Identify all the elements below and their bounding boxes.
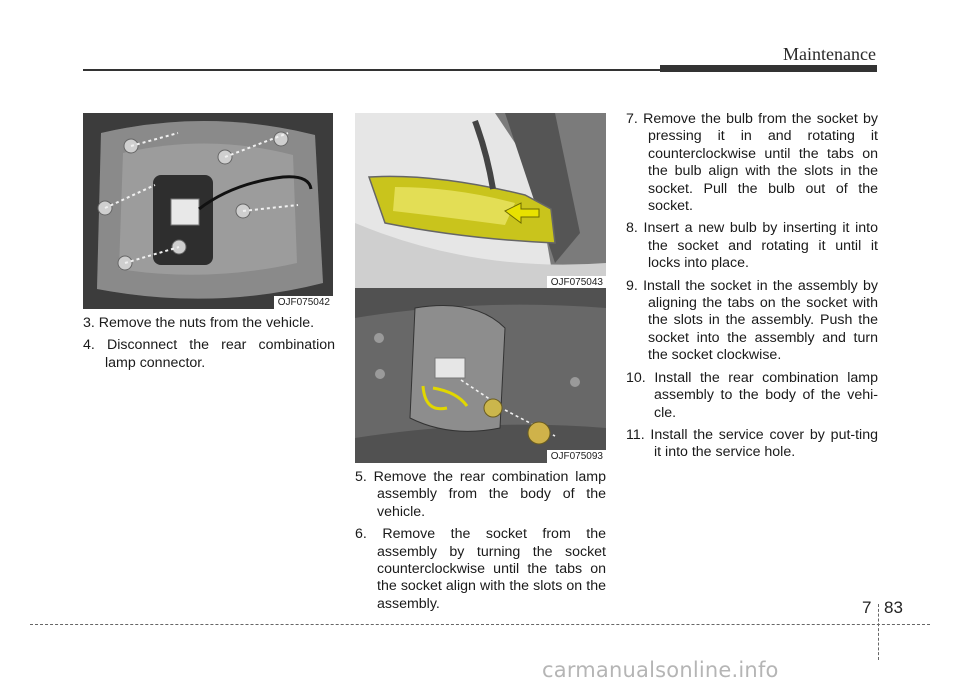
figure-lamp xyxy=(355,113,606,289)
figure-nuts xyxy=(83,113,333,309)
step-7: 7. Remove the bulb from the socket by pressing it in and rotating it counterclockwise until the tabs on the bulb align with the slots in the socket. Pull the bulb out of the socket. xyxy=(626,111,878,215)
lamp-illustration xyxy=(355,113,606,289)
step-4: 4. Disconnect the rear combination lamp connector. xyxy=(83,337,335,371)
nuts-illustration xyxy=(83,113,333,309)
column-middle xyxy=(355,469,606,618)
step-3: 3. Remove the nuts from the vehicle. xyxy=(83,315,315,331)
socket-illustration xyxy=(355,288,606,463)
step-8: 8. Insert a new bulb by inserting it into the socket and rotating it until it locks into place. xyxy=(626,220,878,272)
step-11: 11. Install the service cover by put-ting it into the service hole. xyxy=(626,426,878,461)
figure-code: OJF075042 xyxy=(274,296,333,309)
column-right xyxy=(626,111,878,467)
footer-divider xyxy=(878,604,879,660)
step-6: 6. Remove the socket from the assembly by turning the socket counterclockwise until the tabs on the socket align with the slots on the assembly. xyxy=(355,526,606,612)
page-number: 83 xyxy=(884,598,903,617)
figure-code: OJF075043 xyxy=(547,276,606,289)
step-5: 5. Remove the rear combination lamp assembly from the body of the vehicle. xyxy=(355,469,606,520)
footer-rule xyxy=(30,624,930,625)
chapter-number: 7 xyxy=(862,598,872,617)
watermark: carmanualsonline.info xyxy=(542,658,779,682)
figure-code: OJF075093 xyxy=(547,450,606,463)
header-rule-accent xyxy=(660,65,877,72)
figure-socket xyxy=(355,288,606,463)
step-10: 10. Install the rear combination lamp assembly to the body of the vehi-cle. xyxy=(626,369,878,421)
step-9: 9. Install the socket in the assembly by aligning the tabs on the socket with the slots in the assembly. Push the socket into the assembly and turn the socket clockwise. xyxy=(626,277,878,364)
page-header-title: Maintenance xyxy=(783,44,876,64)
column-left xyxy=(83,315,335,377)
header-rule xyxy=(83,69,663,71)
